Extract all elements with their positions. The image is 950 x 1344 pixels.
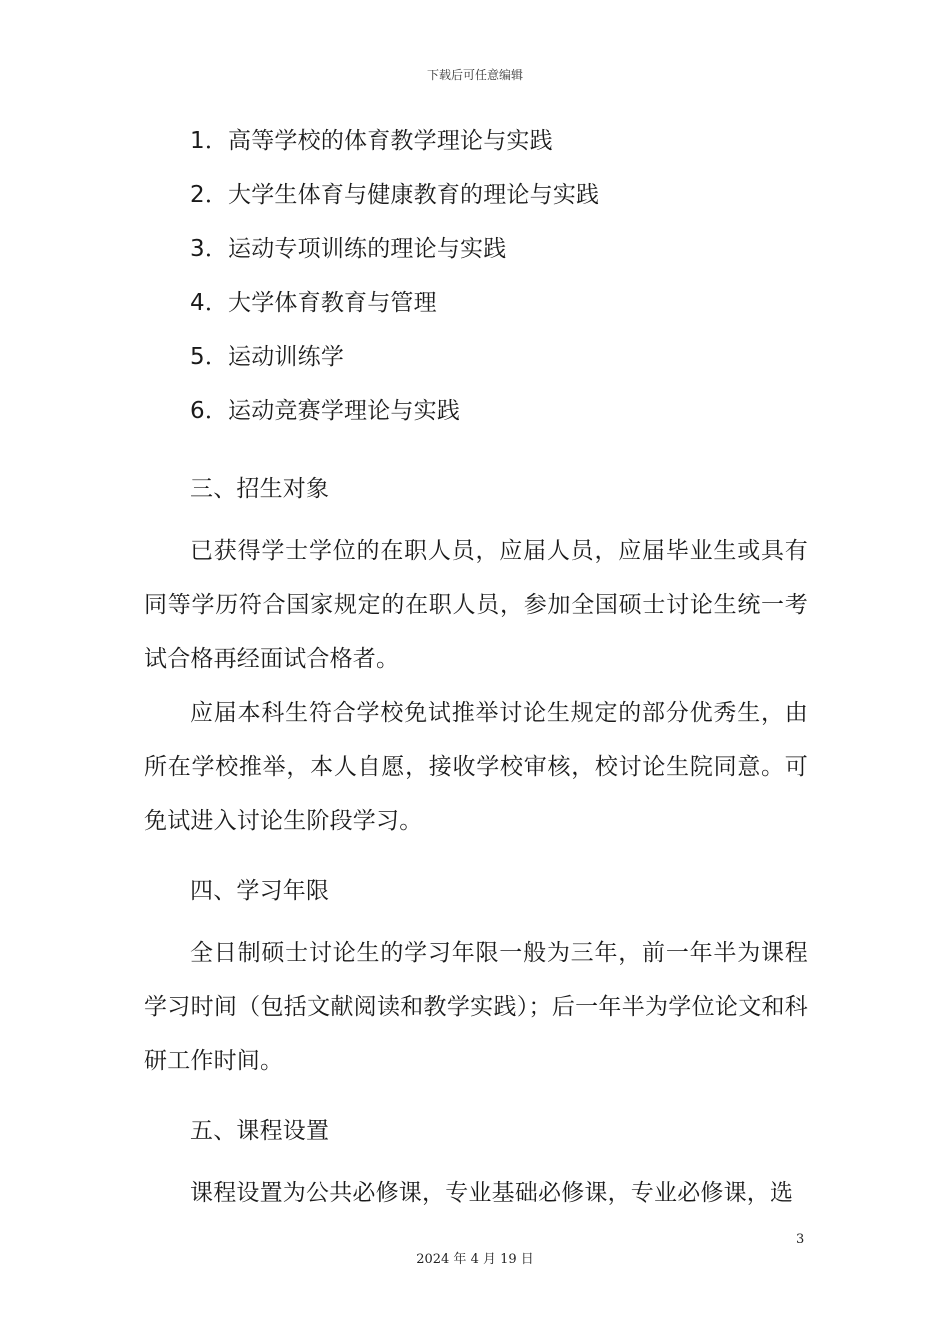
- section-curriculum: [144, 1112, 808, 1220]
- list-item: 4．大学体育教育与管理: [190, 290, 437, 316]
- list-item: 3．运动专项训练的理论与实践: [190, 236, 507, 262]
- section-study-duration: [144, 872, 808, 1088]
- list-item: 5．运动训练学: [190, 344, 345, 370]
- list-item: 1．高等学校的体育教学理论与实践: [190, 128, 553, 154]
- paragraph: 已获得学士学位的在职人员，应届人员，应届毕业生或具有同等学历符合国家规定的在职人员，参加全国硕士讨论生统一考试合格再经面试合格者。: [144, 538, 808, 672]
- paragraph: 应届本科生符合学校免试推举讨论生规定的部分优秀生，由所在学校推举，本人自愿，接收学校审核，校讨论生院同意。可免试进入讨论生阶段学习。: [144, 700, 808, 834]
- document-body: [144, 122, 808, 1220]
- header-note: 下载后可任意编辑: [426, 68, 523, 82]
- section-heading: 四、学习年限: [190, 878, 330, 904]
- section-heading: 五、课程设置: [190, 1118, 330, 1144]
- paragraph: 课程设置为公共必修课，专业基础必修课，专业必修课，选: [190, 1180, 794, 1206]
- list-item: 2．大学生体育与健康教育的理论与实践: [190, 182, 600, 208]
- page-number: 3: [796, 1232, 805, 1247]
- section-enrollment: [144, 470, 808, 848]
- research-direction-list: [144, 122, 808, 446]
- footer-date: 2024 年 4 月 19 日: [416, 1252, 534, 1267]
- paragraph: 全日制硕士讨论生的学习年限一般为三年，前一年半为课程学习时间（包括文献阅读和教学实践）；后一年半为学位论文和科研工作时间。: [144, 940, 808, 1074]
- section-heading: 三、招生对象: [190, 476, 330, 502]
- list-item: 6．运动竞赛学理论与实践: [190, 398, 461, 424]
